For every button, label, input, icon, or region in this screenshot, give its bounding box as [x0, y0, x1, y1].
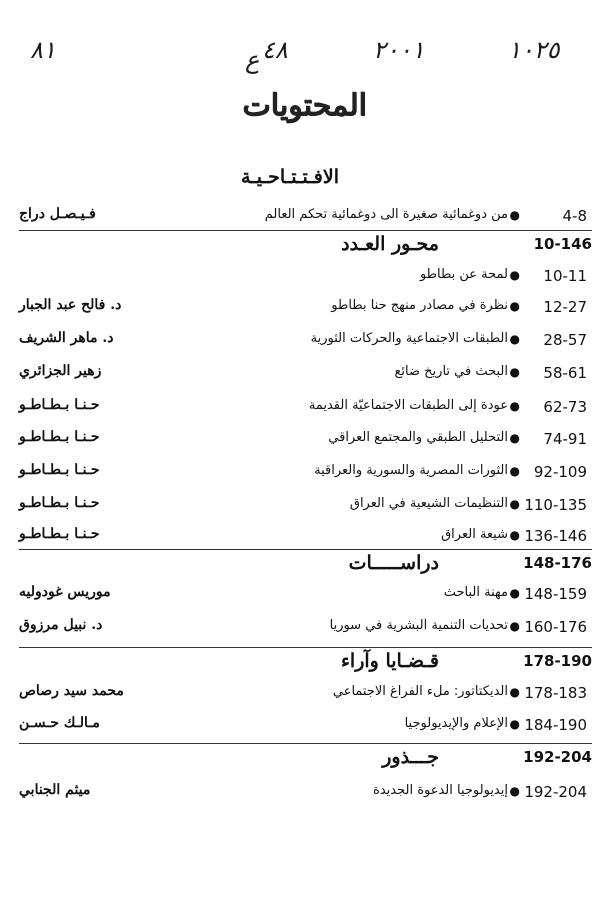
section-page-range: 178-190	[523, 652, 592, 670]
handwritten-volume: ٤٨	[262, 36, 288, 64]
toc-entry	[0, 265, 609, 289]
entry-title: الطبقات الاجتماعية والحركات الثورية	[310, 331, 508, 346]
toc-entry	[0, 296, 609, 320]
entry-title: التحليل الطبقي والمجتمع العراقي	[328, 430, 508, 445]
section-title: محـور العـدد	[341, 233, 439, 255]
entry-page-range: 10-11	[543, 267, 587, 285]
bullet-icon: ●	[509, 586, 520, 600]
entry-page-range: 136-146	[524, 527, 587, 545]
entry-title: تحديات التنمية البشرية في سوريا	[329, 618, 508, 633]
toc-entry	[0, 525, 609, 549]
entry-title: الديكتاتور: ملء الفراغ الاجتماعي	[332, 684, 508, 699]
section-header	[0, 166, 609, 196]
entry-page-range: 160-176	[524, 618, 587, 636]
entry-author: زهير الجزائري	[19, 363, 102, 379]
entry-title: عودة إلى الطبقات الاجتماعيّة القديمة	[308, 398, 508, 413]
entry-author: د. نبيل مرزوق	[19, 617, 103, 633]
toc-entry	[0, 714, 609, 738]
entry-author: د. ماهر الشريف	[19, 330, 114, 346]
entry-title: الإعلام والإيديولوجيا	[404, 716, 508, 731]
handwritten-issue-letter: ع	[245, 46, 260, 74]
bullet-icon: ●	[509, 685, 520, 699]
entry-author: حـنـا بـطـاطـو	[19, 429, 100, 445]
entry-title: من دوغمائية صغيرة الى دوغمائية تحكم العالم	[264, 207, 508, 222]
section-title: الافـتـتـاحـيـة	[241, 166, 339, 188]
bullet-icon: ●	[509, 784, 520, 798]
entry-page-range: 92-109	[533, 463, 587, 481]
bullet-icon: ●	[509, 365, 520, 379]
bullet-icon: ●	[509, 431, 520, 445]
entry-author: محمد سيد رصاص	[19, 683, 124, 699]
section-header	[0, 746, 609, 776]
toc-entry	[0, 682, 609, 706]
toc-entry	[0, 616, 609, 640]
divider-rule	[19, 230, 592, 231]
entry-author: ميثم الجنابي	[19, 782, 91, 798]
bullet-icon: ●	[509, 268, 520, 282]
section-title: قـضـايا وآراء	[340, 650, 439, 672]
entry-title: نظرة في مصادر منهج حنا بطاطو	[331, 298, 508, 313]
entry-title: شيعة العراق	[441, 527, 508, 542]
section-header	[0, 233, 609, 263]
entry-page-range: 148-159	[524, 585, 587, 603]
entry-title: لمحة عن بطاطو	[419, 267, 508, 282]
toc-entry	[0, 583, 609, 607]
entry-title: البحث في تاريخ ضائع	[394, 364, 508, 379]
bullet-icon: ●	[509, 464, 520, 478]
entry-page-range: 62-73	[543, 398, 587, 416]
toc-entry	[0, 781, 609, 805]
bullet-icon: ●	[509, 717, 520, 731]
entry-page-range: 178-183	[524, 684, 587, 702]
bullet-icon: ●	[509, 299, 520, 313]
entry-author: حـنـا بـطـاطـو	[19, 462, 100, 478]
bullet-icon: ●	[509, 399, 520, 413]
entry-page-range: 192-204	[524, 783, 587, 801]
entry-page-range: 74-91	[543, 430, 587, 448]
bullet-icon: ●	[509, 332, 520, 346]
entry-page-range: 12-27	[543, 298, 587, 316]
divider-rule	[19, 549, 592, 550]
entry-author: د. فالح عبد الجبار	[19, 297, 122, 313]
handwritten-number: ٨١	[30, 36, 56, 64]
entry-author: مـالـك حـسـن	[19, 715, 100, 731]
entry-title: مهنة الباحث	[443, 585, 508, 600]
entry-page-range: 184-190	[524, 716, 587, 734]
entry-title: الثورات المصرية والسورية والعراقية	[314, 463, 508, 478]
handwritten-year: ٢٠٠١	[373, 36, 425, 64]
toc-entry	[0, 362, 609, 386]
toc-entry	[0, 329, 609, 353]
entry-page-range: 28-57	[543, 331, 587, 349]
entry-author: حـنـا بـطـاطـو	[19, 526, 100, 542]
bullet-icon: ●	[509, 497, 520, 511]
section-page-range: 192-204	[523, 748, 592, 766]
page-title: المحتويات	[242, 88, 367, 123]
section-header	[0, 650, 609, 680]
bullet-icon: ●	[509, 528, 520, 542]
toc-entry	[0, 494, 609, 518]
bullet-icon: ●	[509, 619, 520, 633]
entry-author: حـنـا بـطـاطـو	[19, 495, 100, 511]
entry-page-range: 110-135	[524, 496, 587, 514]
section-title: جـــذور	[382, 746, 439, 768]
section-page-range: 10-146	[533, 235, 592, 253]
toc-entry	[0, 428, 609, 452]
entry-author: فـيـصـل دراج	[19, 206, 96, 222]
toc-entry	[0, 205, 609, 229]
toc-entry	[0, 461, 609, 485]
entry-author: موريس غودوليه	[19, 584, 111, 600]
entry-title: إيديولوجيا الدعوة الجديدة	[373, 783, 508, 798]
bullet-icon: ●	[509, 208, 520, 222]
entry-author: حـنـا بـطـاطـو	[19, 397, 100, 413]
handwritten-code: ١٠٢٥	[508, 36, 560, 64]
entry-page-range: 4-8	[562, 207, 587, 225]
section-page-range: 148-176	[523, 554, 592, 572]
entry-title: التنظيمات الشيعية في العراق	[349, 496, 508, 511]
section-header	[0, 552, 609, 582]
divider-rule	[19, 647, 592, 648]
entry-page-range: 58-61	[543, 364, 587, 382]
section-title: دراســـــات	[348, 552, 439, 574]
toc-entry	[0, 396, 609, 420]
divider-rule	[19, 743, 592, 744]
